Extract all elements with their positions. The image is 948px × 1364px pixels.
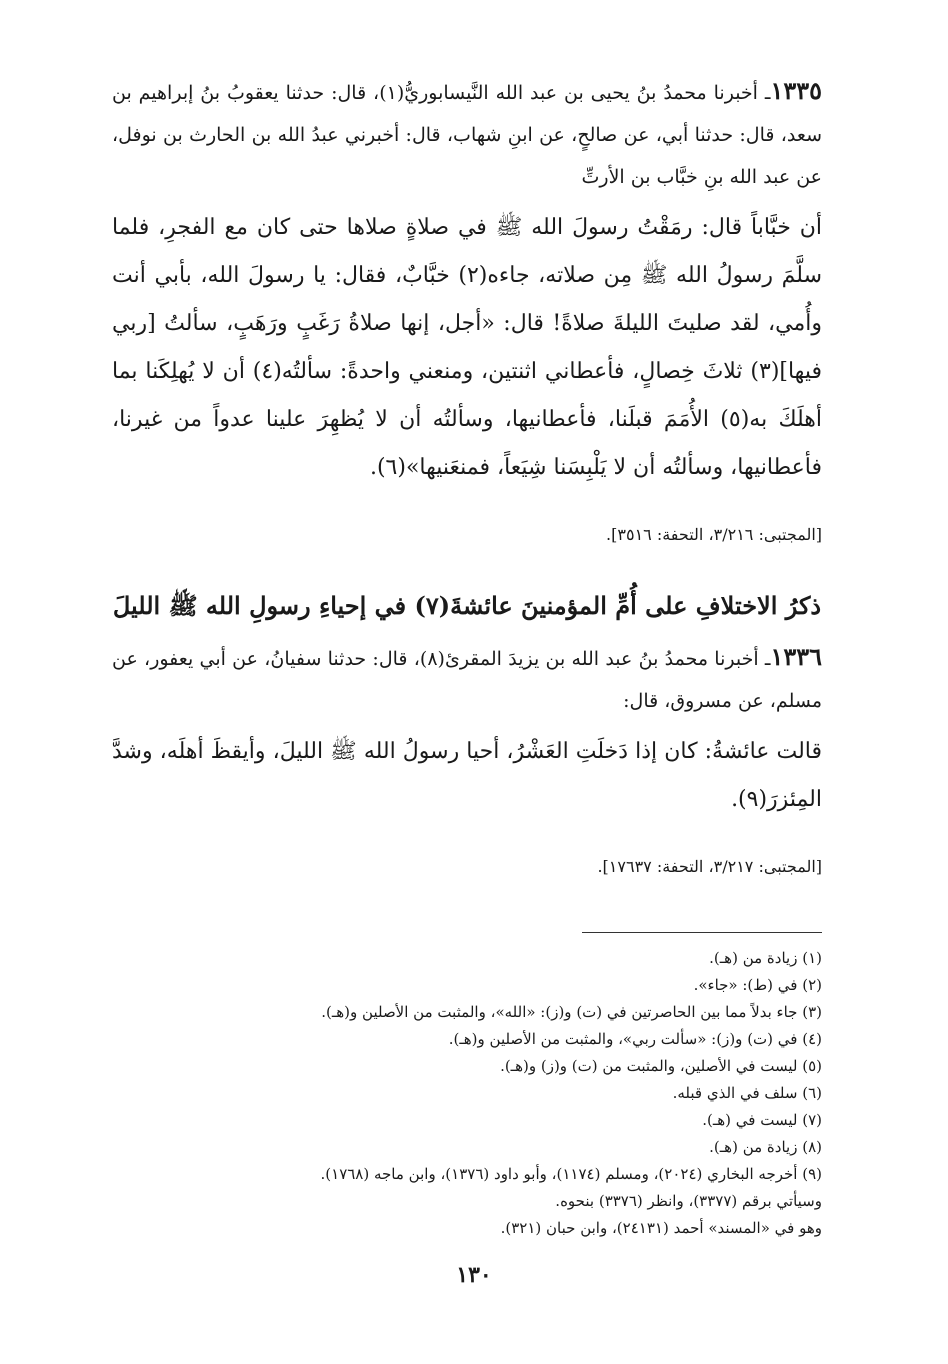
footnote: (٥) ليست في الأصلين، والمثبت من (ت) و(ز) و(هـ). — [500, 1057, 822, 1075]
hadith-1335-isnad — [112, 70, 822, 198]
footnote-continuation: وهو في «المسند» أحمد (٢٤١٣١)، وابن حبان (٣٢١). — [500, 1219, 822, 1237]
hadith-1335-reference: [المجتبى: ٣/٢١٦، التحفة: ٣٥١٦]. — [606, 525, 822, 544]
footnotes — [112, 945, 822, 1242]
footnote-continuation: وسيأتي برقم (٣٣٧٧)، وانظر (٣٣٧٦) بنحوه. — [555, 1192, 822, 1210]
footnote: (٣) جاء بدلاً مما بين الحاصرتين في (ت) و(ز): «الله»، والمثبت من الأصلين و(هـ). — [321, 1003, 822, 1021]
hadith-number: ١٣٣٥ — [770, 76, 822, 105]
hadith-1336-reference: [المجتبى: ٣/٢١٧، التحفة: ١٧٦٣٧]. — [597, 857, 822, 876]
footnote-divider — [582, 932, 822, 933]
footnote: (١) زيادة من (هـ). — [709, 949, 822, 967]
footnote: (٤) في (ت) و(ز): «سألت ربي»، والمثبت من الأصلين و(هـ). — [448, 1030, 822, 1048]
footnote: (٦) سلف في الذي قبله. — [672, 1084, 822, 1102]
hadith-1335-matn: أن خبَّاباً قال: رمَقْتُ رسولَ الله ﷺ في صلاةٍ صلاها حتى كان مع الفجرِ، فلما سلَّمَ رسولُ الله ﷺ مِن صلاته، جاءه(٢) خبَّابٌ، فقال: يا رسولَ الله، بأبي أنت وأُمي، لقد صليتَ الليلةَ صلاةً! قال: «أجل، إنها صلاةُ رَغَبٍ ورَهَبٍ، سألتُ [ربي فيها](٣) ثلاثَ خِصالٍ، فأعطاني اثنتين، ومنعني واحدةً: سألتُه(٤) أن لا يُهلِكَنا بما أهلَكَ به(٥) الأُمَمَ قبلَنا، فأعطانيها، وسألتُه أن لا يُظهِرَ علينا عدواً من غيرنا، فأعطانيها، وسألتُه أن لا يَلْبِسَنا شِيَعاً، فمنعَنيها»(٦). — [112, 215, 822, 480]
footnote: (٩) أخرجه البخاري (٢٠٢٤)، ومسلم (١١٧٤)، وأبو داود (١٣٧٦)، وابن ماجه (١٧٦٨). — [320, 1165, 822, 1183]
section-heading: ذكرُ الاختلافِ على أُمِّ المؤمنينَ عائشةَ(٧) في إحياءِ رسولِ الله ﷺ الليلَ — [112, 591, 822, 620]
page-body — [112, 70, 822, 1242]
hadith-1336-isnad — [112, 636, 822, 722]
page-number: ١٣٠ — [456, 1262, 492, 1288]
footnote: (٨) زيادة من (هـ). — [709, 1138, 822, 1156]
hadith-1336-matn: قالت عائشةُ: كان إذا دَخلَتِ العَشْرُ، أحيا رسولُ الله ﷺ الليلَ، وأيقظَ أهلَه، وشدَّ المِئزرَ(٩). — [112, 739, 822, 812]
isnad-text: ـ أخبرنا محمدُ بنُ يحيى بن عبد الله النَّيسابوريُّ(١)، قال: حدثنا يعقوبُ بنُ إبراهيم بن سعد، قال: حدثنا أبي، عن صالحٍ، عن ابنِ شهاب، قال: أخبرني عبدُ الله بن الحارث بن نوفل، عن عبد الله بنِ خبَّاب بن الأرتِّ — [112, 82, 822, 188]
hadith-number: ١٣٣٦ — [770, 642, 823, 671]
isnad-text: ـ أخبرنا محمدُ بنُ عبد الله بن يزيدَ المقرئ(٨)، قال: حدثنا سفيانُ، عن أبي يعفور، عن مسلم، عن مسروق، قال: — [112, 648, 822, 712]
footnote: (٢) في (ط): «جاء». — [693, 976, 822, 994]
footnote: (٧) ليست في (هـ). — [702, 1111, 822, 1129]
